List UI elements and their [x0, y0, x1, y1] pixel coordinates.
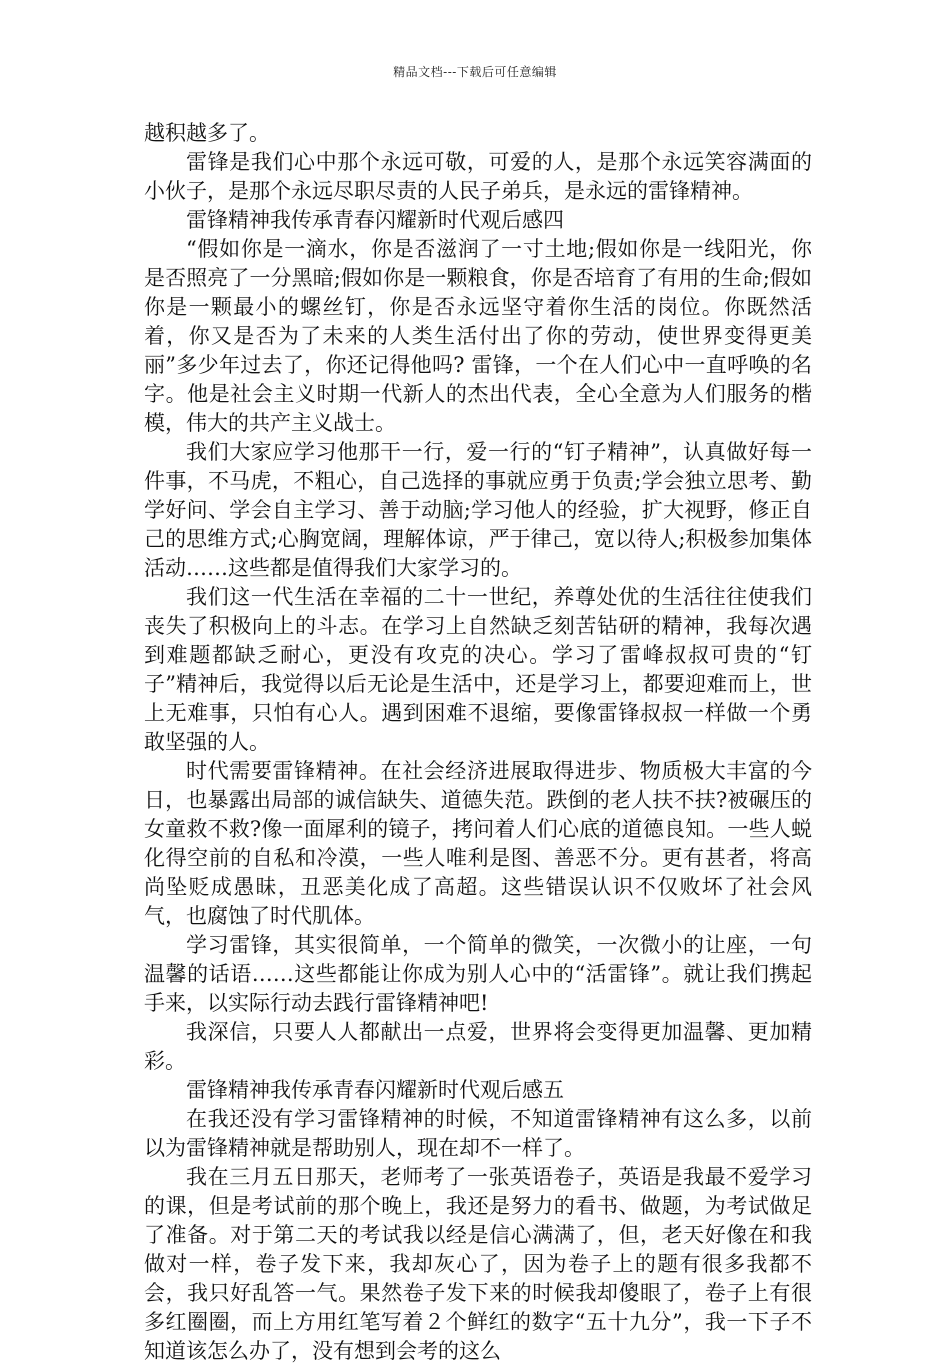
- document-body: [144, 119, 812, 1366]
- paragraph: 我深信，只要人人都献出一点爱，世界将会变得更加温馨、更加精彩。: [144, 1020, 812, 1073]
- paragraph: 在我还没有学习雷锋精神的时候，不知道雷锋精神有这么多，以前以为雷锋精神就是帮助别人，现在却不一样了。: [144, 1107, 812, 1160]
- section-heading: 雷锋精神我传承青春闪耀新时代观后感五: [186, 1078, 564, 1102]
- section-heading: 雷锋精神我传承青春闪耀新时代观后感四: [186, 208, 564, 232]
- paragraph: “假如你是一滴水，你是否滋润了一寸土地;假如你是一线阳光，你是否照亮了一分黑暗;假如你是一颗粮食，你是否培育了有用的生命;假如你是一颗最小的螺丝钉，你是否永远坚守着你生活的岗位。你既然活着，你又是否为了未来的人类生活付出了你的劳动，使世界变得更美丽”多少年过去了，你还记得他吗? 雷锋，一个在人们心中一直呼唤的名字。他是社会主义时期一代新人的杰出代表，全心全意为人们服务的楷模，伟大的共产主义战士。: [144, 237, 812, 435]
- paragraph: 我在三月五日那天，老师考了一张英语卷子，英语是我最不爱学习的课，但是考试前的那个晚上，我还是努力的看书、做题，为考试做足了准备。对于第二天的考试我以经是信心满满了，但，老天好像在和我做对一样，卷子发下来，我却灰心了，因为卷子上的题有很多我都不会，我只好乱答一气。果然卷子发下来的时候我却傻眼了，卷子上有很多红圈圈，而上方用红笔写着２个鲜红的数字“五十九分”，我一下子不知道该怎么办了，没有想到会考的这么: [144, 1165, 812, 1363]
- page-header: 精品文档---下载后可任意编辑: [393, 65, 557, 79]
- paragraph: 雷锋是我们心中那个永远可敬，可爱的人，是那个永远笑容满面的小伙子，是那个永远尽职尽责的人民子弟兵，是永远的雷锋精神。: [144, 150, 812, 203]
- paragraph: 越积越多了。: [144, 121, 270, 145]
- paragraph: 我们大家应学习他那干一行，爱一行的“钉子精神”，认真做好每一件事，不马虎，不粗心，自己选择的事就应勇于负责;学会独立思考、勤学好问、学会自主学习、善于动脑;学习他人的经验，扩大视野，修正自己的思维方式;心胸宽阔，理解体谅，严于律己，宽以待人;积极参加集体活动……这些都是值得我们大家学习的。: [144, 440, 812, 580]
- paragraph: 时代需要雷锋精神。在社会经济进展取得进步、物质极大丰富的今日，也暴露出局部的诚信缺失、道德失范。跌倒的老人扶不扶?被碾压的女童救不救?像一面犀利的镜子，拷问着人们心底的道德良知。一些人蜕化得空前的自私和冷漠，一些人唯利是图、善恶不分。更有甚者，将高尚坠贬成愚昧，丑恶美化成了高超。这些错误认识不仅败坏了社会风气，也腐蚀了时代肌体。: [144, 759, 812, 928]
- paragraph: 学习雷锋，其实很简单，一个简单的微笑，一次微小的让座，一句温馨的话语……这些都能让你成为别人心中的“活雷锋”。就让我们携起手来，以实际行动去践行雷锋精神吧!: [144, 933, 812, 1015]
- paragraph: 我们这一代生活在幸福的二十一世纪，养尊处优的生活往往使我们丧失了积极向上的斗志。在学习上自然缺乏刻苦钻研的精神，我每次遇到难题都缺乏耐心，更没有攻克的决心。学习了雷峰叔叔可贵的“钉子”精神后，我觉得以后无论是生活中，还是学习上，都要迎难而上，世上无难事，只怕有心人。遇到困难不退缩，要像雷锋叔叔一样做一个勇敢坚强的人。: [144, 585, 812, 754]
